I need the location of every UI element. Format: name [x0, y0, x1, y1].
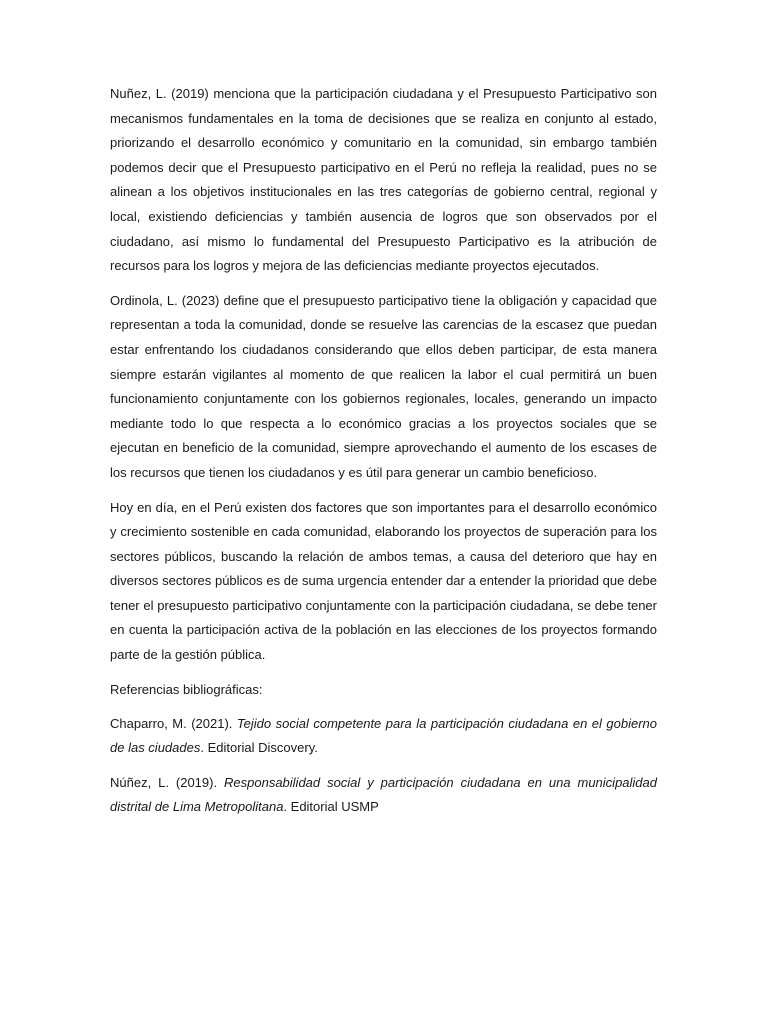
reference-title: Tejido social competente para la participación ciudadana en el gobierno de las ciudades [110, 715, 658, 756]
paragraph-hoy-en-dia: Hoy en día, en el Perú existen dos factores que son importantes para el desarrollo económico y crecimiento sostenible en cada comunidad, elaborando los proyectos de superación para los sectores públicos, buscando la relación de ambos temas, a causa del deterioro que hay en diversos sectores públicos es de suma urgencia entender dar a entender la prioridad que debe tener el presupuesto participativo conjuntamente con la participación ciudadana, se debe tener en cuenta la participación activa de la población en las elecciones de los proyectos formando parte de la gestión pública. [110, 499, 657, 663]
reference-author: Núñez, L. (2019). [110, 774, 225, 790]
reference-publisher: . Editorial USMP [283, 799, 379, 815]
references-heading: Referencias bibliográficas: [110, 681, 263, 697]
document-page [110, 82, 657, 830]
reference-publisher: . Editorial Discovery. [200, 740, 318, 756]
reference-nunez [110, 771, 657, 820]
reference-chaparro [110, 712, 657, 761]
reference-author: Chaparro, M. (2021). [110, 715, 237, 731]
reference-title: Responsabilidad social y participación ciudadana en una municipalidad distrital de Lima Metropolitana [110, 774, 657, 815]
paragraph-nunez: Nuñez, L. (2019) menciona que la participación ciudadana y el Presupuesto Participativo son mecanismos fundamentales en la toma de decisiones que se realiza en conjunto al estado, priorizando el desarrollo económico y comunitario en la comunidad, sin embargo también podemos decir que el Presupuesto participativo en el Perú no refleja la realidad, pues no se alinean a los objetivos institucionales en las tres categorías de gobierno central, regional y local, existiendo deficiencias y también ausencia de logros que son observados por el ciudadano, así mismo lo fundamental del Presupuesto Participativo es la atribución de recursos para los logros y mejora de las deficiencias mediante proyectos ejecutados. [110, 86, 657, 274]
paragraph-ordinola: Ordinola, L. (2023) define que el presupuesto participativo tiene la obligación y capacidad que representan a toda la comunidad, donde se resuelve las carencias de la escasez que puedan estar enfrentando los ciudadanos considerando que ellos deben participar, de esta manera siempre estarán vigilantes al momento de que realicen la labor el cual permitirá un buen funcionamiento conjuntamente con los gobiernos regionales, locales, generando un impacto mediante todo lo que respecta a lo económico gracias a los proyectos sociales que se ejecutan en beneficio de la comunidad, siempre aprovechando el aumento de los escases de los recursos que tienen los ciudadanos y es útil para generar un cambio beneficioso. [110, 292, 657, 480]
